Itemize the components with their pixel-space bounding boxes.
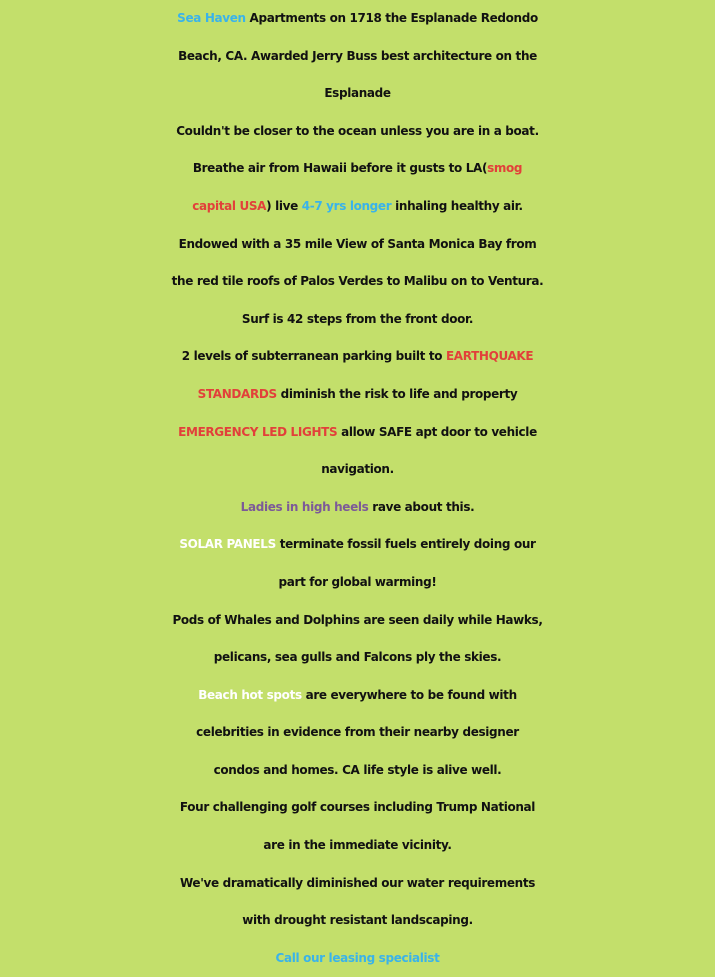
- text-line: Surf is 42 steps from the front door.: [241, 311, 474, 326]
- highlight-smog-capital: capital USA: [192, 198, 267, 213]
- highlight-standards: STANDARDS: [197, 386, 277, 401]
- text-segment: Apartments on 1718 the Esplanade Redondo: [245, 11, 538, 25]
- highlight-smog: smog: [487, 161, 523, 176]
- text-line: condos and homes. CA life style is alive well.: [213, 762, 502, 777]
- text-line: Couldn't be closer to the ocean unless you are in a boat.: [176, 123, 539, 138]
- text-line: [0, 338, 715, 376]
- text-line: We've dramatically diminished our water requirements: [179, 875, 536, 890]
- text-line: are in the immediate vicinity.: [263, 838, 452, 853]
- text-line: celebrities in evidence from their nearby designer: [196, 725, 519, 740]
- highlight-ladies: Ladies in high heels: [240, 499, 369, 514]
- text-segment: Breathe air from Hawaii before it gusts to LA(: [192, 161, 488, 176]
- text-line: [0, 677, 715, 715]
- text-segment: 2 levels of subterranean parking built to: [181, 349, 446, 364]
- text-segment: ) live: [266, 198, 302, 213]
- text-line: the red tile roofs of Palos Verdes to Malibu on to Ventura.: [171, 274, 544, 289]
- property-name: Sea Haven: [177, 11, 246, 25]
- text-line: [0, 150, 715, 188]
- text-segment: rave about this.: [368, 499, 475, 514]
- highlight-emergency-lights: EMERGENCY LED LIGHTS: [178, 424, 338, 439]
- text-line: [0, 489, 715, 527]
- text-line: Pods of Whales and Dolphins are seen daily while Hawks,: [172, 612, 543, 627]
- highlight-beach-hot-spots: Beach hot spots: [198, 687, 302, 702]
- highlight-years-longer: 4-7 yrs longer: [301, 198, 392, 213]
- text-line: part for global warming!: [278, 574, 437, 589]
- text-line: Esplanade: [324, 86, 391, 101]
- text-line: [0, 0, 715, 38]
- text-line: Endowed with a 35 mile View of Santa Monica Bay from: [178, 236, 537, 251]
- text-line: [0, 376, 715, 414]
- text-segment: allow SAFE apt door to vehicle: [337, 424, 537, 439]
- text-line: [0, 414, 715, 452]
- highlight-solar-panels: SOLAR PANELS: [179, 537, 276, 552]
- text-segment: are everywhere to be found with: [301, 687, 517, 702]
- text-line: navigation.: [321, 462, 394, 477]
- text-line: [0, 526, 715, 564]
- text-segment: diminish the risk to life and property: [276, 386, 518, 401]
- text-line: Beach, CA. Awarded Jerry Buss best architecture on the: [178, 48, 537, 63]
- text-line: pelicans, sea gulls and Falcons ply the skies.: [213, 650, 502, 665]
- highlight-earthquake: EARTHQUAKE: [445, 349, 534, 364]
- text-segment: terminate fossil fuels entirely doing our: [275, 537, 536, 552]
- text-line: with drought resistant landscaping.: [242, 913, 473, 928]
- text-line: [0, 188, 715, 226]
- text-line: Four challenging golf courses including Trump National: [179, 800, 536, 815]
- text-segment: inhaling healthy air.: [391, 198, 523, 213]
- call-to-action: Call our leasing specialist: [275, 950, 440, 965]
